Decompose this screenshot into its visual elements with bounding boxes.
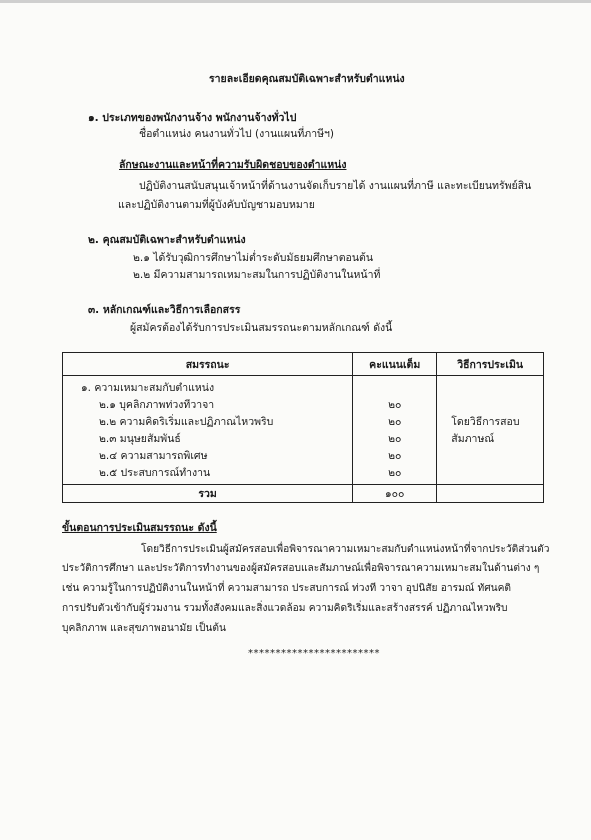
procedure-line-4: การปรับตัวเข้ากับผู้ร่วมงาน รวมทั้งสังคมและสิ่งแวดล้อม ความคิดริเริ่มและสร้างสรรค์ ปฏิภาณไหวพริบ	[62, 603, 508, 614]
qualification-item-2: ๒.๒ มีความสามารถเหมาะสมในการปฏิบัติงานในหน้าที่	[133, 269, 381, 281]
total-label: รวม	[63, 485, 353, 503]
score-value: ๒๐	[388, 467, 402, 479]
table-total-row	[63, 485, 544, 503]
section3-heading: ๓. หลักเกณฑ์และวิธีการเลือกสรร	[88, 304, 241, 316]
score-cell	[353, 376, 437, 485]
total-method-empty	[437, 485, 544, 503]
header-competency: สมรรถนะ	[63, 353, 353, 376]
header-method: วิธีการประเมิน	[437, 353, 544, 376]
table-group-label: ๑. ความเหมาะสมกับตำแหน่ง	[81, 382, 215, 394]
scan-edge	[0, 0, 591, 3]
total-score: ๑๐๐	[353, 485, 437, 503]
document-title: รายละเอียดคุณสมบัติเฉพาะสำหรับตำแหน่ง	[209, 73, 405, 85]
table-row: ๒.๓ มนุษยสัมพันธ์	[99, 433, 181, 445]
duties-line1: ปฏิบัติงานสนับสนุนเจ้าหน้าที่ด้านงานจัดเก็บรายได้ งานแผนที่ภาษี และทะเบียนทรัพย์สิน	[139, 180, 532, 192]
procedure-line-5: บุคลิกภาพ และสุขภาพอนามัย เป็นต้น	[62, 623, 226, 634]
table-header-row	[63, 353, 544, 376]
method-line2: สัมภาษณ์	[451, 433, 495, 445]
score-value: ๒๐	[388, 450, 402, 462]
method-cell	[437, 376, 544, 485]
table-row: ๒.๔ ความสามารถพิเศษ	[99, 450, 208, 462]
duties-line2: และปฏิบัติงานตามที่ผู้บังคับบัญชามอบหมาย	[118, 199, 315, 211]
section1-heading: ๑. ประเภทของพนักงานจ้าง พนักงานจ้างทั่วไป	[88, 112, 297, 124]
section2-heading: ๒. คุณสมบัติเฉพาะสำหรับตำแหน่ง	[88, 234, 246, 246]
score-value: ๒๐	[388, 416, 402, 428]
position-name: ชื่อตำแหน่ง คนงานทั่วไป (งานแผนที่ภาษีฯ)	[139, 128, 335, 140]
score-value: ๒๐	[388, 433, 402, 445]
score-value: ๒๐	[388, 399, 402, 411]
table-row: ๒.๑ บุคลิกภาพท่วงทีวาจา	[99, 399, 215, 411]
table-body-row	[63, 376, 544, 485]
qualification-item-1: ๒.๑ ได้รับวุฒิการศึกษาไม่ต่ำระดับมัธยมศึกษาตอนต้น	[133, 252, 374, 264]
duties-heading: ลักษณะงานและหน้าที่ความรับผิดชอบของตำแหน่ง	[119, 159, 347, 171]
method-line1: โดยวิธีการสอบ	[451, 416, 520, 428]
competency-cell	[63, 376, 353, 485]
procedure-line-2: ประวัติการศึกษา และประวัติการทำงานของผู้สมัครสอบและสัมภาษณ์เพื่อพิจารณาความเหมาะสมในด้านต่าง ๆ	[62, 563, 540, 574]
table-row: ๒.๒ ความคิดริเริ่มและปฏิภาณไหวพริบ	[99, 416, 274, 428]
table-row: ๒.๕ ประสบการณ์ทำงาน	[99, 467, 211, 479]
procedure-line-1: โดยวิธีการประเมินผู้สมัครสอบเพื่อพิจารณาความเหมาะสมกับตำแหน่งหน้าที่จากประวัติส่วนตัว	[141, 544, 550, 555]
procedure-line-3: เช่น ความรู้ในการปฏิบัติงานในหน้าที่ ความสามารถ ประสบการณ์ ท่วงที วาจา อุปนิสัย อารมณ์ ทัศนคติ	[62, 583, 512, 594]
procedure-heading: ขั้นตอนการประเมินสมรรถนะ ดังนี้	[62, 522, 217, 534]
criteria-table	[62, 352, 544, 503]
section3-intro: ผู้สมัครต้องได้รับการประเมินสมรรถนะตามหลักเกณฑ์ ดังนี้	[130, 322, 393, 334]
end-divider: ************************	[248, 648, 380, 659]
header-full-score: คะแนนเต็ม	[353, 353, 437, 376]
